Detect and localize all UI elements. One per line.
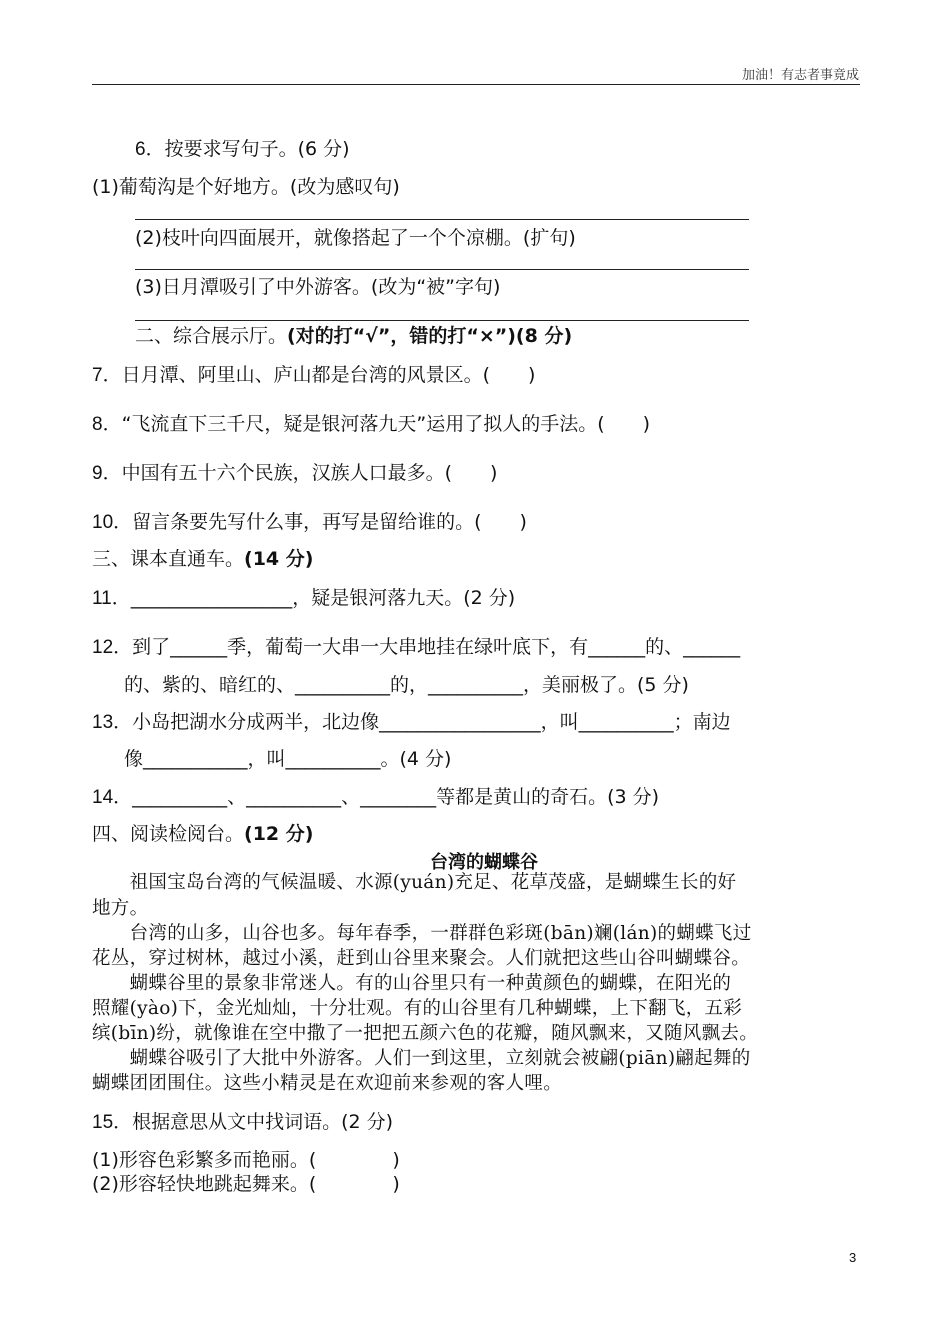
section-points: (14 分) [244, 548, 314, 570]
passage-line: 地方。 [92, 898, 149, 919]
question-number: 14 [92, 787, 114, 808]
question-9 [92, 461, 497, 486]
passage-title: 台湾的蝴蝶谷 [430, 852, 538, 873]
question-10 [92, 510, 527, 535]
question-number: 8 [92, 414, 103, 435]
question-text: ．日月潭、阿里山、庐山都是台湾的风景区。( ) [102, 364, 536, 386]
question-text: ．“飞流直下三千尺，疑是银河落九天”运用了拟人的手法。( ) [102, 413, 651, 435]
question-7 [92, 363, 535, 388]
passage-line: 蝴蝶团团围住。这些小精灵是在欢迎前来参观的客人哩。 [92, 1073, 563, 1094]
section-title: 二、综合展示厅。 [135, 325, 288, 347]
question-12 [92, 635, 740, 660]
passage-line: 照耀(yào)下，金光灿灿，十分壮观。有的山谷里有几种蝴蝶，上下翻飞，五彩 [92, 998, 743, 1019]
answer-line[interactable] [135, 320, 749, 321]
question-number: 12 [92, 637, 114, 658]
question-text: ．按要求写句子。(6 分) [145, 138, 350, 160]
section-instructions: (对的打“√”，错的打“×”)(8 分) [287, 325, 573, 347]
header-slogan: 加油！有志者事竟成 [741, 68, 859, 83]
passage-line: 祖国宝岛台湾的气候温暖、水源(yuán)充足、花草茂盛，是蝴蝶生长的好 [92, 872, 737, 893]
page-number: 3 [849, 1250, 857, 1265]
section-points: (12 分) [244, 823, 314, 845]
question-15-part-2: (2)形容轻快地跳起舞来。( ) [92, 1173, 400, 1195]
header-divider [92, 84, 860, 85]
passage-line: 花丛，穿过树林，越过小溪，赶到山谷里来聚会。人们就把这些山谷叫蝴蝶谷。 [92, 948, 751, 969]
question-13-line-2: 像___________，叫__________。(4 分) [124, 748, 452, 770]
question-text: ．到了______季，葡萄一大串一大串地挂在绿叶底下，有______的、______ [113, 636, 741, 658]
question-8 [92, 412, 650, 437]
question-number: 9 [92, 463, 103, 484]
answer-line[interactable] [135, 219, 749, 220]
question-6-part-1: (1)葡萄沟是个好地方。(改为感叹句) [92, 176, 400, 198]
question-13 [92, 710, 731, 735]
section-4-heading [92, 822, 313, 846]
question-15-part-1: (1)形容色彩繁多而艳丽。( ) [92, 1149, 400, 1171]
section-title: 三、课本直通车。 [92, 548, 245, 570]
question-number: 15 [92, 1112, 114, 1133]
section-2-heading [135, 324, 572, 348]
question-text: ．小岛把湖水分成两半，北边像_________________，叫__________；南边 [113, 711, 731, 733]
passage-line: 蝴蝶谷里的景象非常迷人。有的山谷里只有一种黄颜色的蝴蝶，在阳光的 [92, 973, 732, 994]
question-12-line-2: 的、紫的、暗红的、__________的，__________，美丽极了。(5 分) [124, 674, 689, 696]
answer-line[interactable] [135, 269, 749, 270]
question-14 [92, 785, 659, 810]
question-15 [92, 1110, 393, 1135]
question-text: ．留言条要先写什么事，再写是留给谁的。( ) [113, 511, 527, 533]
question-number: 7 [92, 365, 103, 386]
question-number: 6 [135, 139, 146, 160]
passage-line: 缤(bīn)纷，就像谁在空中撒了一把把五颜六色的花瓣，随风飘来，又随风飘去。 [92, 1023, 759, 1044]
question-6-part-2: (2)枝叶向四面展开，就像搭起了一个个凉棚。(扩句) [135, 227, 576, 249]
passage-line: 蝴蝶谷吸引了大批中外游客。人们一到这里，立刻就会被翩(piān)翩起舞的 [92, 1048, 751, 1069]
section-title: 四、阅读检阅台。 [92, 823, 245, 845]
question-text: ．_________________，疑是银河落九天。(2 分) [111, 587, 516, 609]
question-number: 10 [92, 512, 114, 533]
passage-line: 台湾的山多，山谷也多。每年春季，一群群色彩斑(bān)斓(lán)的蝴蝶飞过 [92, 923, 752, 944]
question-6-part-3: (3)日月潭吸引了中外游客。(改为“被”字句) [135, 276, 501, 298]
section-3-heading [92, 547, 313, 571]
question-number: 11 [92, 588, 112, 609]
question-6 [135, 137, 350, 162]
question-number: 13 [92, 712, 114, 733]
question-text: ．__________、__________、________等都是黄山的奇石。(3 分) [113, 786, 660, 808]
question-11 [92, 586, 515, 611]
question-text: ．根据意思从文中找词语。(2 分) [113, 1111, 394, 1133]
question-text: ．中国有五十六个民族，汉族人口最多。( ) [102, 462, 498, 484]
